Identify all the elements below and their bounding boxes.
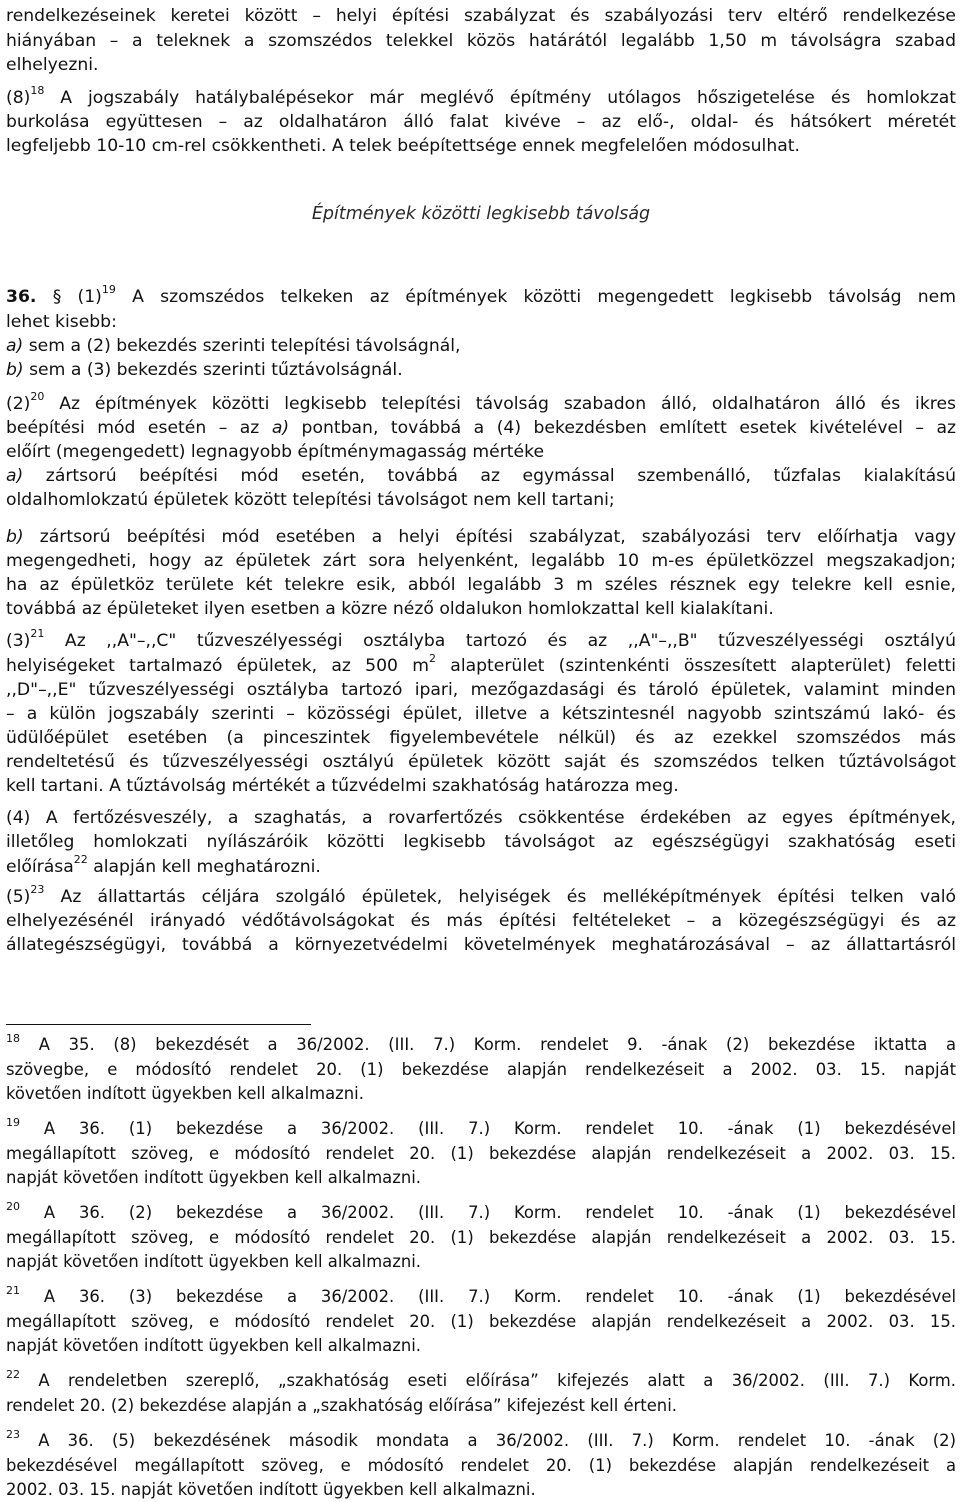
footnote-line: követően indított ügyekben kell alkalmazni.	[6, 1084, 364, 1103]
text-line: beépítési mód esetén – az a) pontban, továbbá a (4) bekezdésben említett esetek kivételével – az	[6, 418, 956, 438]
footnote-line: $^{20}$ A 36. (2) bekezdése a 36/2002. (III. 7.) Korm. rendelet 10. -ának (1) bekezdésével	[6, 1199, 956, 1222]
text-line: legfeljebb 10-10 cm-rel csökkentheti. A telek beépítettsége ennek megfelelően módosulhat.	[6, 136, 800, 156]
text-line: oldalhomlokzatú épületek között telepítési távolságot nem kell tartani;	[6, 490, 615, 510]
footnote-line: $^{19}$ A 36. (1) bekezdése a 36/2002. (III. 7.) Korm. rendelet 10. -ának (1) bekezdésével	[6, 1115, 956, 1138]
footnote-line: napját követően indított ügyekben kell alkalmazni.	[6, 1336, 421, 1355]
text-line: $(2)^{20}$ Az építmények közötti legkisebb telepítési távolság szabadon álló, oldalhatáron álló és ikres	[6, 390, 956, 414]
footnote-line: szövegbe, e módosító rendelet 20. (1) bekezdése alapján rendelkezéseit a 2002. 03. 15. napját	[6, 1060, 956, 1079]
footnote-line: napját követően indított ügyekben kell alkalmazni.	[6, 1252, 421, 1271]
text-line: ha az épületköz területe két telekre esik, abból legalább 3 m széles résznek egy telekre kell esnie,	[6, 575, 956, 595]
footnote-line: megállapított szöveg, e módosító rendelet 20. (1) bekezdése alapján rendelkezéseit a 2002. 03. 15.	[6, 1228, 956, 1247]
text-line: elhelyezésénél irányadó védőtávolságokat és más építési feltételeket – a közegészségügyi és az	[6, 911, 956, 931]
text-line: b) sem a (3) bekezdés szerinti tűztávolságnál.	[6, 360, 403, 380]
text-line: helyiségeket tartalmazó épületek, az 500 $m^2$ alapterület (szintenkénti összesített alapterület) feletti	[6, 652, 956, 676]
text-line: rendeltetésű és tűzveszélyességi osztályú épületek között saját és szomszédos telken tűztávolságot	[6, 752, 956, 772]
footnote-line: 2002. 03. 15. napját követően indított ügyekben kell alkalmazni.	[6, 1480, 536, 1499]
footnote-line: megállapított szöveg, e módosító rendelet 20. (1) bekezdése alapján rendelkezéseit a 2002. 03. 15.	[6, 1144, 956, 1163]
text-line: b) zártsorú beépítési mód esetében a helyi építési szabályzat, szabályozási terv előírhatja vagy	[6, 527, 956, 547]
text-line: a) zártsorú beépítési mód esetén, továbbá az egymással szembenálló, tűzfalas kialakítású	[6, 466, 956, 486]
text-line: burkolása együttesen – az oldalhatáron álló falat kivéve – az elő-, oldal- és hátsókert méretét	[6, 112, 956, 132]
text-line: (4) A fertőzésveszély, a szaghatás, a rovarfertőzés csökkentése érdekében az egyes építmények,	[6, 808, 956, 828]
text-line: állategészségügyi, továbbá a környezetvédelmi követelmények meghatározásával – az állattartásról	[6, 935, 956, 955]
text-line: rendelkezéseinek keretei között – helyi építési szabályzat és szabályozási terv eltérő rendelkezése	[6, 6, 956, 26]
footnote-line: $^{23}$ A 36. (5) bekezdésének második mondata a 36/2002. (III. 7.) Korm. rendelet 10. -ának (2)	[6, 1427, 956, 1450]
footnote-line: napját követően indított ügyekben kell alkalmazni.	[6, 1168, 421, 1187]
footnote-separator	[6, 1024, 311, 1025]
text-line: továbbá az épületeket ilyen esetben a közre néző oldalukon homlokzattal kell kialakítani.	[6, 599, 774, 619]
text-line: előírt (megengedett) legnagyobb építménymagasság mértéke	[6, 442, 545, 462]
text-line: megengedheti, hogy az épületek zárt sora helyenként, legalább 10 m-es épületközzel megszakadjon;	[6, 551, 956, 571]
text-line: előírása$^{22}$ alapján kell meghatározni.	[6, 853, 321, 877]
text-line: illetőleg homlokzati nyílászáróik közötti legkisebb távolságot az egészségügyi szakhatóság eseti	[6, 832, 956, 852]
text-line: $(3)^{21}$ Az ,,A"–,,C" tűzveszélyességi osztályba tartozó és az ,,A"–,,B" tűzveszélyességi osztályú	[6, 627, 956, 651]
text-line: kell tartani. A tűztávolság mértékét a tűzvédelmi szakhatóság határozza meg.	[6, 776, 679, 796]
text-line: – a külön jogszabály szerinti – közösségi épület, illetve a kétszintesnél nagyobb szintszámú lakó- és	[6, 704, 956, 724]
footnote-line: $^{21}$ A 36. (3) bekezdése a 36/2002. (III. 7.) Korm. rendelet 10. -ának (1) bekezdésével	[6, 1283, 956, 1306]
text-line: üdülőépület esetében (a pinceszintek figyelembevétele nélkül) és az ezekkel szomszédos más	[6, 728, 956, 748]
section-heading: Építmények közötti legkisebb távolság	[311, 204, 651, 224]
footnote-line: megállapított szöveg, e módosító rendelet 20. (1) bekezdése alapján rendelkezéseit a 2002. 03. 15.	[6, 1312, 956, 1331]
footnote-line: $^{22}$ A rendeletben szereplő, „szakhatóság eseti előírása” kifejezés alatt a 36/2002. (III. 7.) Korm.	[6, 1367, 956, 1390]
text-line: ,,D"–,,E" tűzveszélyességi osztályba tartozó ipari, mezőgazdasági és tároló épületek, valamint minden	[6, 680, 956, 700]
footnote-line: rendelet 20. (2) bekezdése alapján a „szakhatóság előírása” kifejezést kell érteni.	[6, 1396, 677, 1415]
footnote-line: $^{18}$ A 35. (8) bekezdését a 36/2002. (III. 7.) Korm. rendelet 9. -ának (2) bekezdése iktatta a	[6, 1031, 956, 1054]
text-line: a) sem a (2) bekezdés szerinti telepítési távolságnál,	[6, 336, 461, 356]
text-line: elhelyezni.	[6, 55, 99, 75]
text-line: $(8)^{18}$ A jogszabály hatálybalépésekor már meglévő építmény utólagos hőszigetelése és homlokzat	[6, 84, 956, 108]
text-line: hiányában – a teleknek a szomszédos telekkel közös határától legalább 1,50 m távolságra szabad	[6, 31, 956, 51]
footnote-line: bekezdésével megállapított szöveg, e módosító rendelet 20. (1) bekezdése alapján rendelkezéseit a	[6, 1456, 956, 1475]
text-line: $(5)^{23}$ Az állattartás céljára szolgáló épületek, helyiségek és melléképítmények építési telken való	[6, 883, 956, 907]
text-line: 36. § $(1)^{19}$ A szomszédos telkeken az építmények közötti megengedett legkisebb távolság nem	[6, 283, 956, 307]
text-line: lehet kisebb:	[6, 312, 117, 332]
